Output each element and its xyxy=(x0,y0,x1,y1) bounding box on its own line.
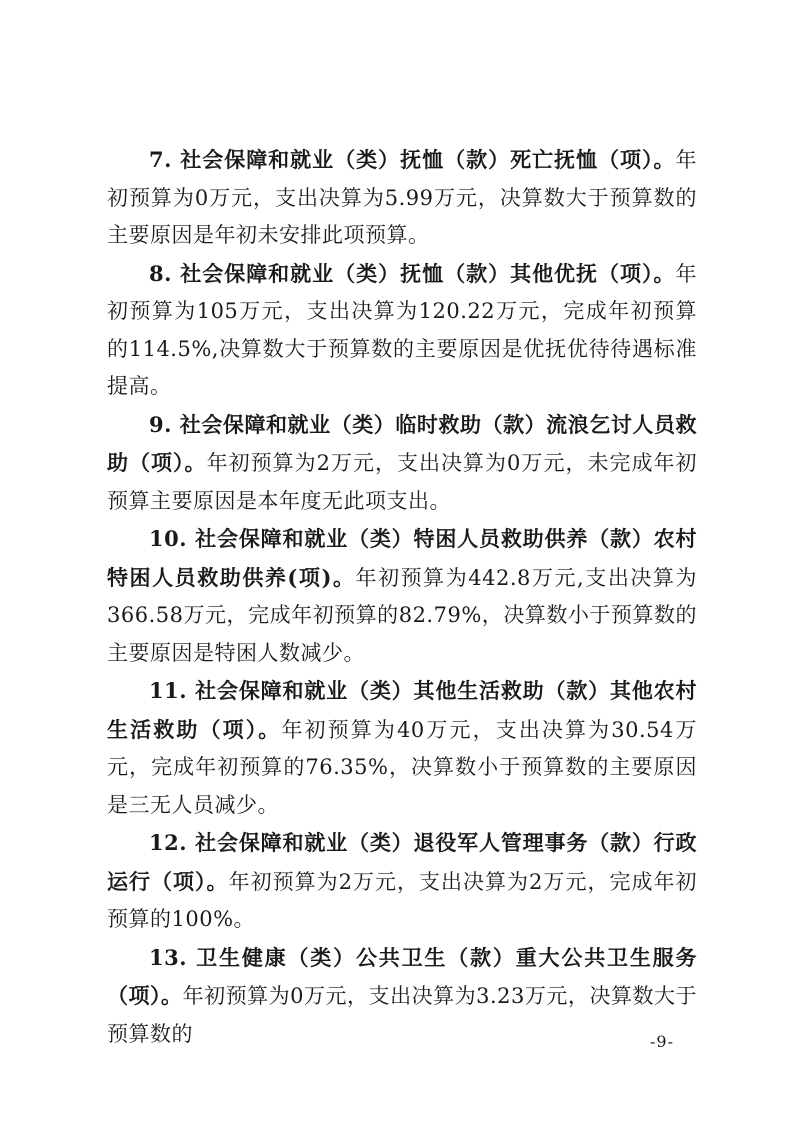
paragraph-11 xyxy=(107,672,697,824)
body-text xyxy=(107,141,697,1053)
paragraph-body: 年初预算为40万元，支出决算为30.54万元，完成年初预算的76.35%，决算数小于预算数的主要原因是三无人员减少。 xyxy=(107,717,698,817)
paragraph-10 xyxy=(107,520,697,672)
paragraph-heading: 12. 社会保障和就业（类）退役军人管理事务（款）行政运行（项）。 xyxy=(107,830,697,894)
paragraph-heading: 10. 社会保障和就业（类）特困人员救助供养（款）农村特困人员救助供养(项)。 xyxy=(107,526,697,590)
paragraph-7 xyxy=(107,141,697,255)
paragraph-9 xyxy=(107,406,697,521)
paragraph-heading: 8. 社会保障和就业（类）抚恤（款）其他优抚（项）。 xyxy=(149,260,676,286)
paragraph-13 xyxy=(107,939,697,1054)
paragraph-12 xyxy=(107,824,697,939)
paragraph-body: 年初预算为442.8万元,支出决算为366.58万元，完成年初预算的82.79%，决算数小于预算数的主要原因是特困人数减少。 xyxy=(107,565,697,665)
paragraph-body: 年初预算为2万元，支出决算为2万元，完成年初预算的100%。 xyxy=(107,869,697,931)
paragraph-heading: 9. 社会保障和就业（类）临时救助（款）流浪乞讨人员救助（项）。 xyxy=(107,411,697,475)
paragraph-8 xyxy=(107,255,697,406)
paragraph-heading: 7. 社会保障和就业（类）抚恤（款）死亡抚恤（项）。 xyxy=(149,147,676,172)
paragraph-body: 年初预算为105万元，支出决算为120.22万元，完成年初预算的114.5%,决算数大于预算数的主要原因是优抚优待待遇标准提高。 xyxy=(107,261,697,398)
paragraph-body: 年初预算为2万元，支出决算为0万元，未完成年初预算主要原因是本年度无此项支出。 xyxy=(107,451,697,513)
paragraph-body: 年初预算为0万元，支出决算为3.23万元，决算数大于预算数的 xyxy=(107,984,697,1046)
paragraph-body: 年初预算为0万元，支出决算为5.99万元，决算数大于预算数的主要原因是年初未安排此项预算。 xyxy=(107,148,697,247)
page-number: -9- xyxy=(650,1032,674,1051)
paragraph-heading: 11. 社会保障和就业（类）其他生活救助（款）其他农村生活救助（项）。 xyxy=(107,678,697,742)
paragraph-heading: 13. 卫生健康（类）公共卫生（款）重大公共卫生服务（项）。 xyxy=(107,944,697,1008)
